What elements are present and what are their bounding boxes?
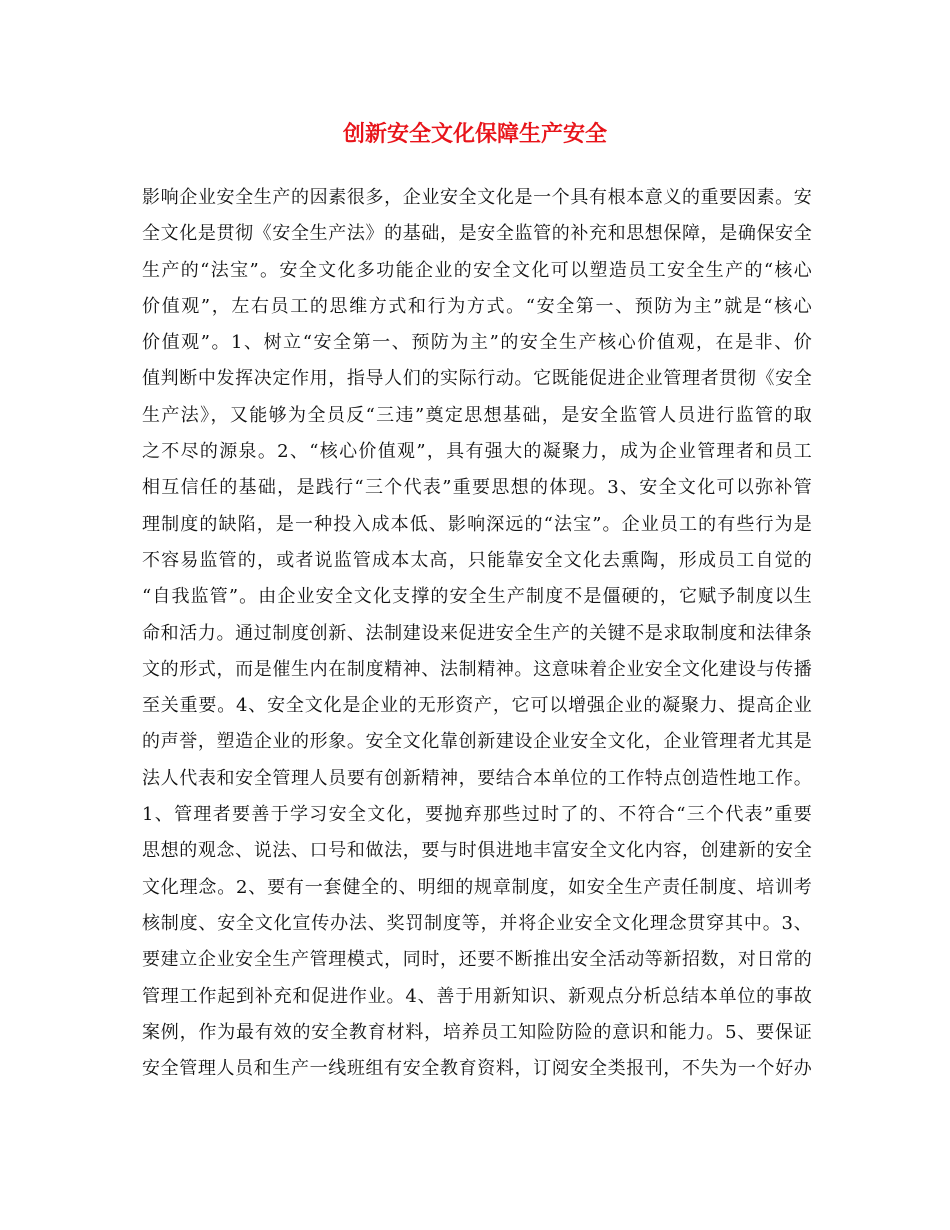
paragraph-line: 价值观”。1、树立“安全第一、预防为主”的安全生产核心价值观，在是非、价: [142, 332, 812, 354]
paragraph-line: 生产的“法宝”。安全文化多功能企业的安全文化可以塑造员工安全生产的“核心: [142, 259, 812, 281]
paragraph-line: 价值观”，左右员工的思维方式和行为方式。“安全第一、预防为主”就是“核心: [142, 295, 812, 317]
paragraph-line: 的声誉，塑造企业的形象。安全文化靠创新建设企业安全文化，企业管理者尤其是: [142, 731, 812, 753]
paragraph-line: 生产法》，又能够为全员反“三违”奠定思想基础，是安全监管人员进行监管的取: [142, 404, 812, 426]
document-title: 创新安全文化保障生产安全: [342, 122, 607, 147]
paragraph-line: 要建立企业安全生产管理模式，同时，还要不断推出安全活动等新招数，对日常的: [142, 949, 812, 971]
paragraph-line: 文化理念。2、要有一套健全的、明细的规章制度，如安全生产责任制度、培训考: [142, 876, 812, 898]
paragraph-line: 相互信任的基础，是践行“三个代表”重要思想的体现。3、安全文化可以弥补管: [142, 477, 812, 499]
paragraph-line: 文的形式，而是催生内在制度精神、法制精神。这意味着企业安全文化建设与传播: [142, 658, 812, 680]
paragraph-line: 安全管理人员和生产一线班组有安全教育资料，订阅安全类报刊，不失为一个好办: [142, 1058, 812, 1080]
paragraph-line: 管理工作起到补充和促进作业。4、善于用新知识、新观点分析总结本单位的事故: [142, 985, 812, 1007]
paragraph-line: “自我监管”。由企业安全文化支撑的安全生产制度不是僵硬的，它赋予制度以生: [142, 586, 812, 608]
paragraph-line: 值判断中发挥决定作用，指导人们的实际行动。它既能促进企业管理者贯彻《安全: [142, 368, 812, 390]
paragraph-line: 法人代表和安全管理人员要有创新精神，要结合本单位的工作特点创造性地工作。: [142, 767, 812, 789]
paragraph-line: 1、管理者要善于学习安全文化，要抛弃那些过时了的、不符合“三个代表”重要: [142, 804, 812, 826]
paragraph-line: 不容易监管的，或者说监管成本太高，只能靠安全文化去熏陶，形成员工自觉的: [142, 549, 812, 571]
paragraph-line: 全文化是贯彻《安全生产法》的基础，是安全监管的补充和思想保障，是确保安全: [142, 223, 812, 245]
paragraph-line: 至关重要。4、安全文化是企业的无形资产，它可以增强企业的凝聚力、提高企业: [142, 695, 812, 717]
paragraph-line: 命和活力。通过制度创新、法制建设来促进安全生产的关键不是求取制度和法律条: [142, 622, 812, 644]
document-body: [142, 180, 812, 1087]
paragraph-line: 之不尽的源泉。2、“核心价值观”，具有强大的凝聚力，成为企业管理者和员工: [142, 441, 812, 463]
paragraph-line: 核制度、安全文化宣传办法、奖罚制度等，并将企业安全文化理念贯穿其中。3、: [142, 912, 812, 934]
paragraph-line: 理制度的缺陷，是一种投入成本低、影响深远的“法宝”。企业员工的有些行为是: [142, 513, 812, 535]
paragraph-line: 案例，作为最有效的安全教育材料，培养员工知险防险的意识和能力。5、要保证: [142, 1021, 812, 1043]
paragraph-line: 影响企业安全生产的因素很多，企业安全文化是一个具有根本意义的重要因素。安: [142, 187, 812, 208]
paragraph-line: 思想的观念、说法、口号和做法，要与时俱进地丰富安全文化内容，创建新的安全: [142, 840, 812, 862]
